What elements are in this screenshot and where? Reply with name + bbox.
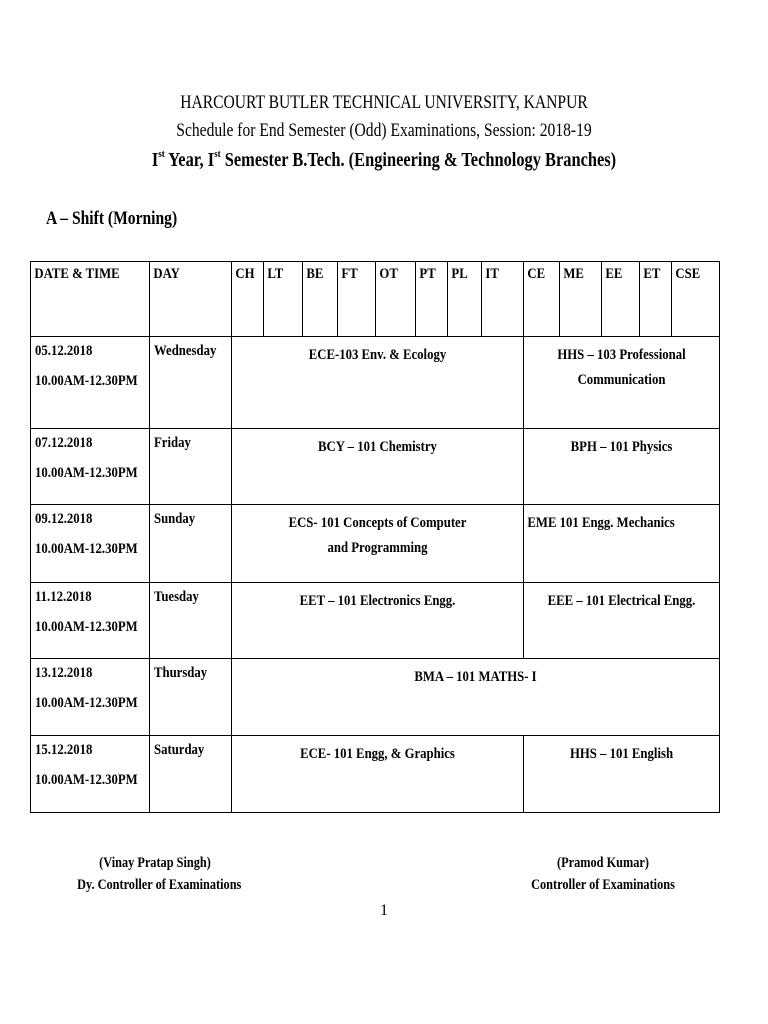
year-number: I <box>151 149 159 171</box>
header-cell: EE <box>602 262 640 337</box>
header-cell: BE <box>303 262 338 337</box>
day-cell: Tuesday <box>150 583 232 659</box>
date-time-cell <box>31 736 150 813</box>
subject-cell-group1: ECE-103 Env. & Ecology <box>232 337 524 429</box>
schedule-table <box>30 261 720 813</box>
day-cell: Wednesday <box>150 337 232 429</box>
date-time-cell <box>31 429 150 505</box>
signatory-name: (Vinay Pratap Singh) <box>99 855 211 871</box>
subject-cell-group1: ECE- 101 Engg, & Graphics <box>232 736 524 813</box>
exam-time: 10.00AM-12.30PM <box>35 541 138 557</box>
subject-cell-group2: EEE – 101 Electrical Engg. <box>524 583 720 659</box>
table-row <box>31 505 720 583</box>
exam-time: 10.00AM-12.30PM <box>35 465 138 481</box>
day-cell: Saturday <box>150 736 232 813</box>
exam-time: 10.00AM-12.30PM <box>35 619 138 635</box>
subject-cell-group1: ECS- 101 Concepts of Computer and Programming <box>232 505 524 583</box>
header-cell: DATE & TIME <box>31 262 150 337</box>
year-superscript: st <box>158 148 165 160</box>
subject-cell-all: BMA – 101 MATHS- I <box>232 659 720 736</box>
table-row <box>31 429 720 505</box>
header-cell: FT <box>338 262 376 337</box>
signature-block-right <box>525 852 681 896</box>
signatory-title: Dy. Controller of Examinations <box>77 877 242 893</box>
day-cell: Thursday <box>150 659 232 736</box>
header-cell: PL <box>448 262 482 337</box>
exam-date: 11.12.2018 <box>35 589 92 605</box>
schedule-subtitle: Schedule for End Semester (Odd) Examinations, Session: 2018-19 <box>176 120 592 141</box>
date-time-cell <box>31 583 150 659</box>
subject-cell-group1: BCY – 101 Chemistry <box>232 429 524 505</box>
table-row <box>31 337 720 429</box>
year-word: Year, <box>164 149 208 171</box>
header-cell: ET <box>640 262 672 337</box>
exam-date: 05.12.2018 <box>35 343 93 359</box>
exam-date: 09.12.2018 <box>35 511 93 527</box>
exam-time: 10.00AM-12.30PM <box>35 772 138 788</box>
date-time-cell <box>31 659 150 736</box>
semester-superscript: st <box>214 148 221 160</box>
subject-cell-group2: HHS – 103 Professional Communication <box>524 337 720 429</box>
subject-cell-group2: BPH – 101 Physics <box>524 429 720 505</box>
header-cell: PT <box>416 262 448 337</box>
exam-date: 07.12.2018 <box>35 435 93 451</box>
header-cell: IT <box>482 262 524 337</box>
signatory-name: (Pramod Kumar) <box>557 855 649 871</box>
year-semester-title <box>69 149 699 172</box>
exam-time: 10.00AM-12.30PM <box>35 373 138 389</box>
header-cell: ME <box>560 262 602 337</box>
semester-rest: Semester B.Tech. (Engineering & Technology Branches) <box>220 149 617 171</box>
university-title: HARCOURT BUTLER TECHNICAL UNIVERSITY, KANPUR <box>180 92 588 113</box>
subject-cell-group2: HHS – 101 English <box>524 736 720 813</box>
header-cell: CE <box>524 262 560 337</box>
signature-block-left <box>77 852 242 896</box>
signatory-title: Controller of Examinations <box>531 877 675 893</box>
header-cell: OT <box>376 262 416 337</box>
table-header-row <box>31 262 720 337</box>
semester-number: I <box>207 149 215 171</box>
header-cell: DAY <box>150 262 232 337</box>
date-time-cell <box>31 337 150 429</box>
header-cell: CH <box>232 262 264 337</box>
day-cell: Friday <box>150 429 232 505</box>
table-row <box>31 583 720 659</box>
exam-date: 15.12.2018 <box>35 742 93 758</box>
exam-time: 10.00AM-12.30PM <box>35 695 138 711</box>
exam-date: 13.12.2018 <box>35 665 93 681</box>
table-row <box>31 659 720 736</box>
day-cell: Sunday <box>150 505 232 583</box>
date-time-cell <box>31 505 150 583</box>
subject-cell-group1: EET – 101 Electronics Engg. <box>232 583 524 659</box>
header-cell: LT <box>264 262 303 337</box>
subject-cell-group2: EME 101 Engg. Mechanics <box>524 505 720 583</box>
table-row <box>31 736 720 813</box>
header-cell: CSE <box>672 262 720 337</box>
page-number: 1 <box>380 902 388 919</box>
shift-title: A – Shift (Morning) <box>46 208 178 229</box>
